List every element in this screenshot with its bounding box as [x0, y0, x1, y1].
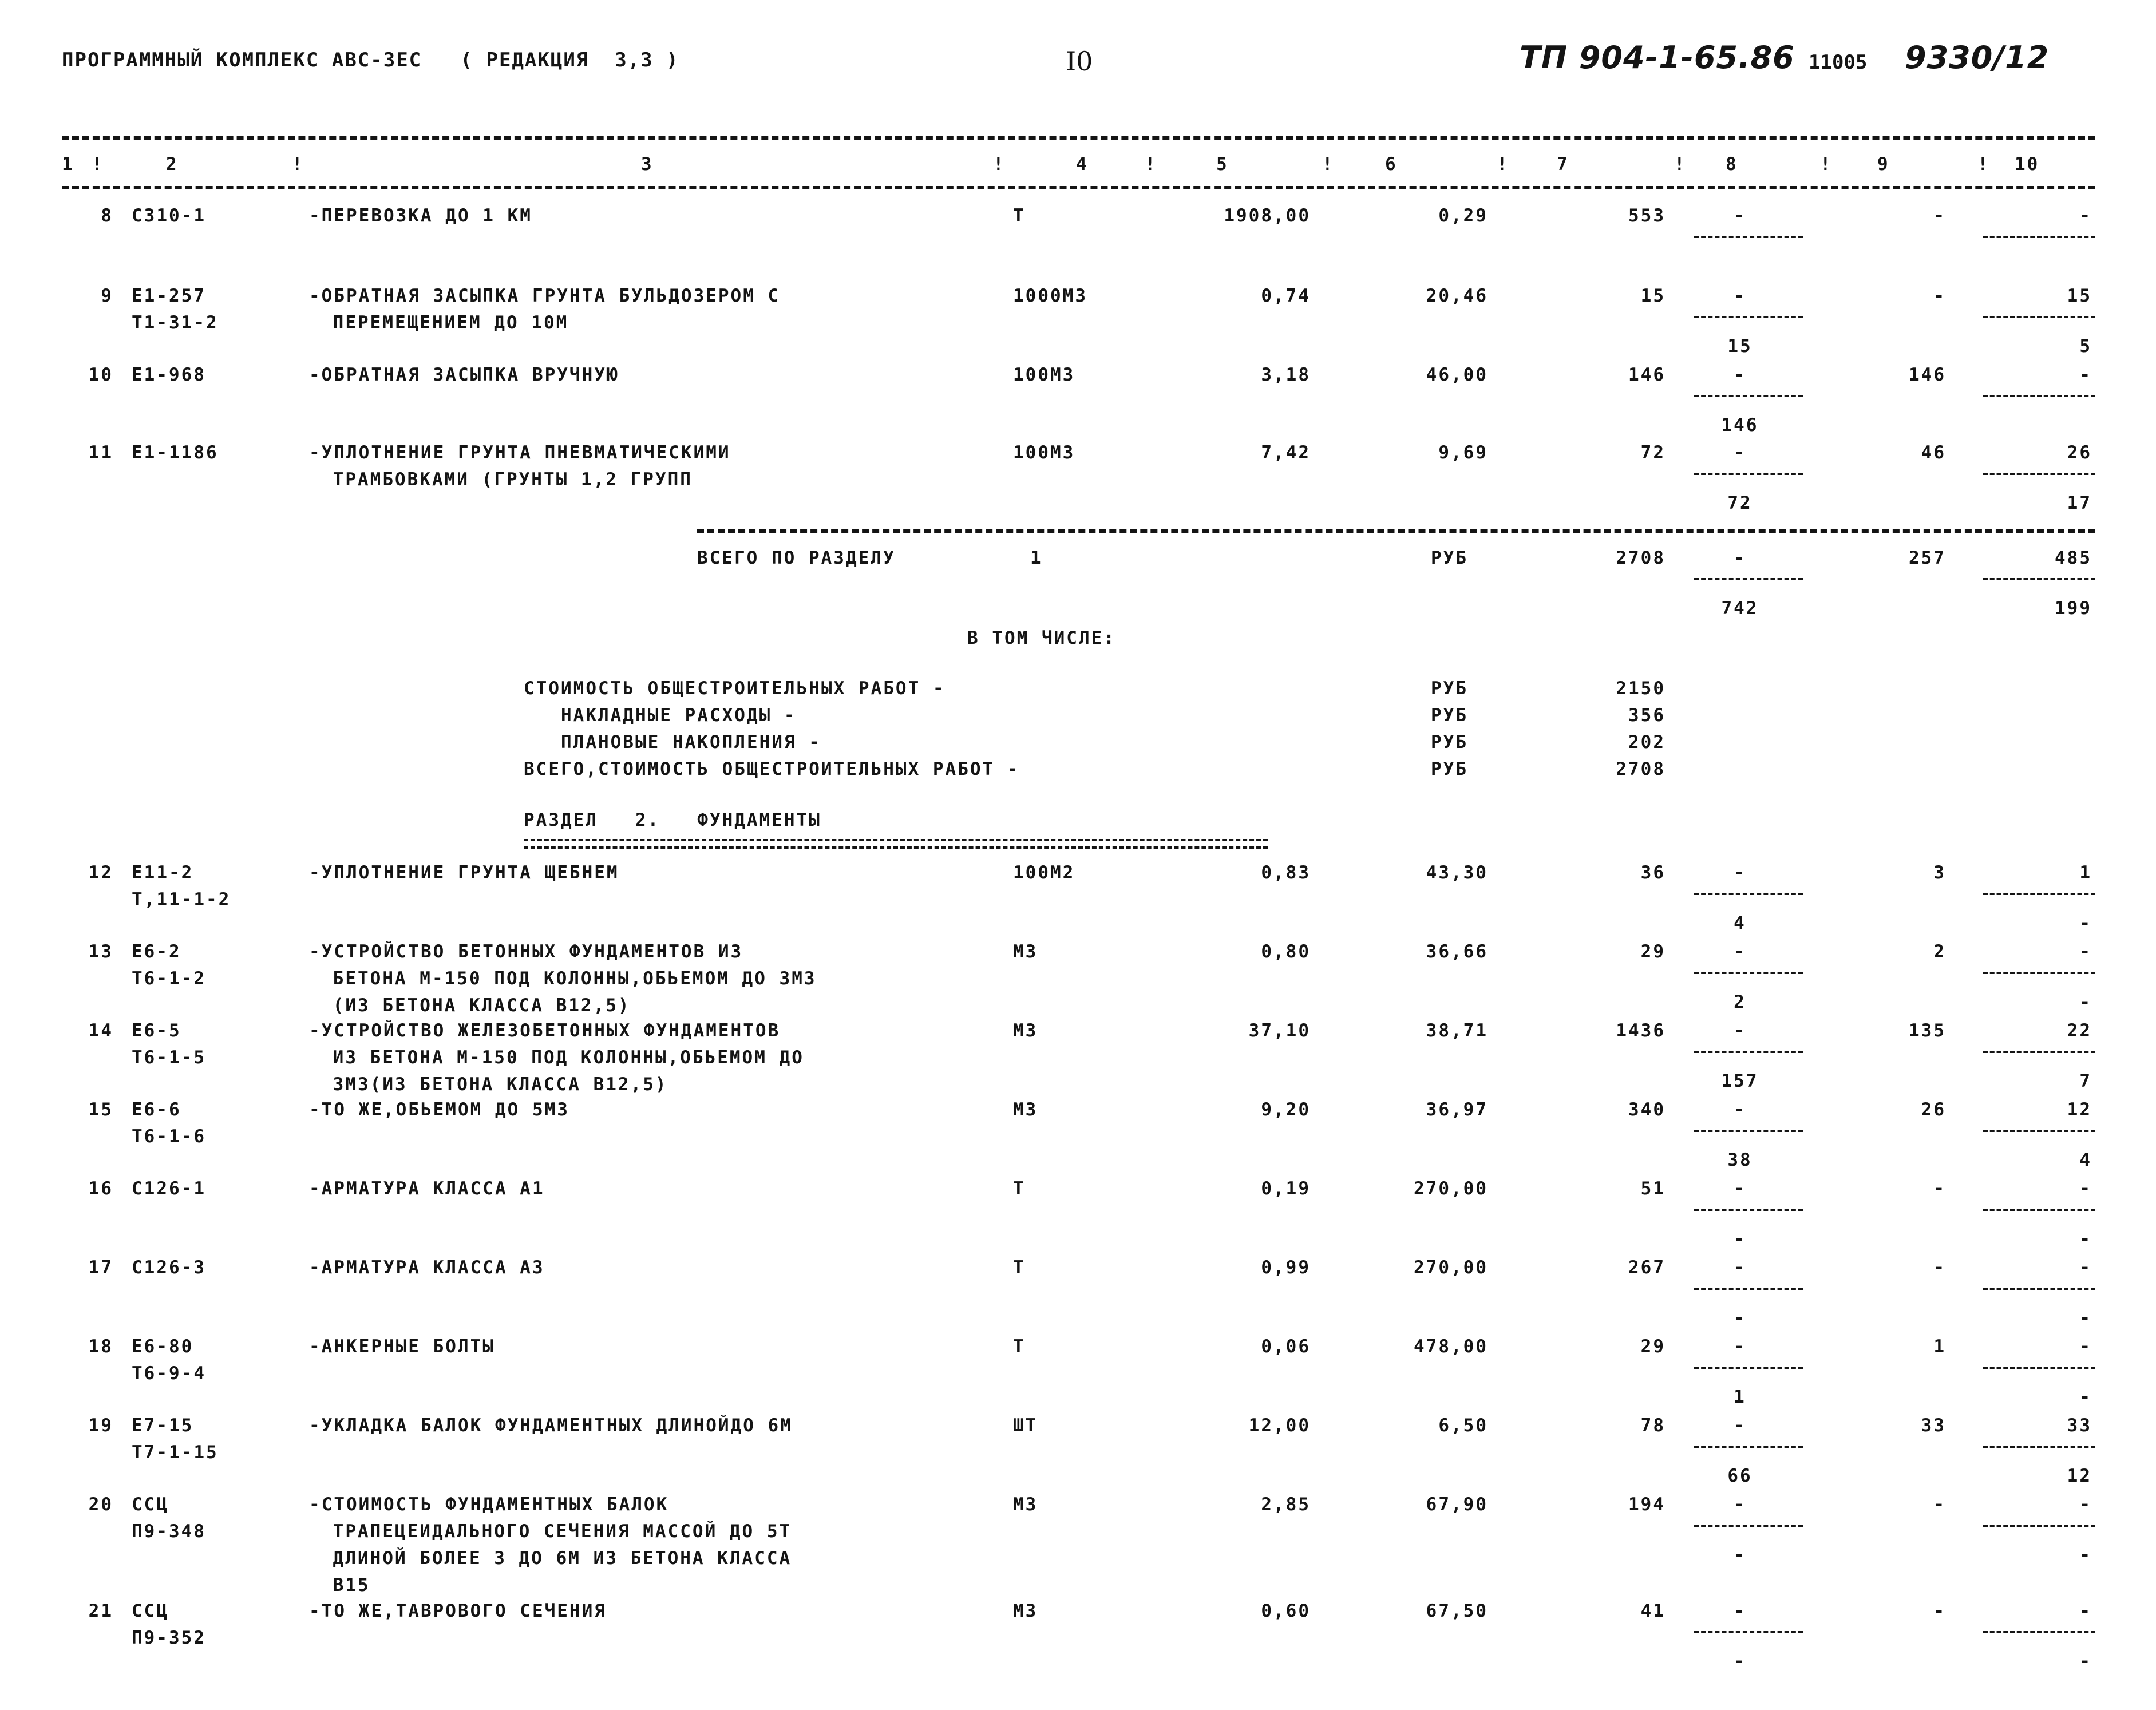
row-number: 17: [88, 1257, 113, 1278]
row-description: -ПЕРЕВОЗКА ДО 1 КМ: [309, 205, 532, 226]
row-unit: 100М3: [1013, 365, 1075, 385]
row-code: Т6-1-5: [132, 1047, 206, 1068]
row-unit: М3: [1013, 941, 1038, 962]
row-unit-price: 46,00: [1426, 365, 1488, 385]
row-col10-lower: -: [2079, 1651, 2092, 1672]
row-number: 20: [88, 1494, 113, 1515]
row-col9: 46: [1921, 442, 1946, 463]
header-rule-bottom: [62, 186, 2095, 189]
row-code: П9-352: [132, 1628, 206, 1648]
row-code: Е6-5: [132, 1020, 181, 1041]
page-number: I0: [1066, 46, 1093, 77]
column-header-10: 10: [2015, 154, 2040, 175]
row-col8: -: [1734, 1257, 1746, 1278]
row-col8-rule: [1694, 1367, 1803, 1369]
including-item-value: 202: [1628, 732, 1666, 753]
row-col10-lower: -: [2079, 992, 2092, 1012]
row-col8-rule: [1694, 1051, 1803, 1053]
row-col8-rule: [1694, 473, 1803, 475]
row-description: ДЛИНОЙ БОЛЕЕ 3 ДО 6М ИЗ БЕТОНА КЛАССА: [321, 1548, 792, 1569]
row-quantity: 3,18: [1261, 365, 1311, 385]
section-total-col10: 485: [2055, 548, 2092, 568]
row-description: ИЗ БЕТОНА М-150 ПОД КОЛОННЫ,ОБЬЕМОМ ДО: [321, 1047, 804, 1068]
section-2-underline: [524, 839, 1268, 849]
row-total: 29: [1640, 1336, 1666, 1357]
row-col10: -: [2079, 205, 2092, 226]
row-col8-rule: [1694, 1525, 1803, 1527]
row-description: 3М3(ИЗ БЕТОНА КЛАССА В12,5): [321, 1074, 668, 1095]
row-number: 12: [88, 862, 113, 883]
row-total: 36: [1640, 862, 1666, 883]
row-description: -УПЛОТНЕНИЕ ГРУНТА ЩЕБНЕМ: [309, 862, 619, 883]
row-total: 1436: [1616, 1020, 1666, 1041]
row-code: С126-3: [132, 1257, 206, 1278]
row-unit: М3: [1013, 1494, 1038, 1515]
row-code: Т1-31-2: [132, 312, 219, 333]
row-col10-rule: [1983, 1631, 2095, 1633]
column-separator: !: [1820, 154, 1833, 175]
row-col10-rule: [1983, 1209, 2095, 1211]
header-rule-top: [62, 136, 2095, 140]
row-col8: -: [1734, 1099, 1746, 1120]
row-code: Т6-9-4: [132, 1363, 206, 1384]
row-code: Т,11-1-2: [132, 889, 231, 910]
row-col8-rule: [1694, 972, 1803, 974]
row-col10: 15: [2067, 286, 2092, 306]
row-col10: -: [2079, 1257, 2092, 1278]
row-col10-lower: 17: [2067, 493, 2092, 513]
row-col10-lower: 12: [2067, 1466, 2092, 1486]
row-unit: М3: [1013, 1099, 1038, 1120]
section-total-unit: РУБ: [1431, 548, 1468, 568]
including-item-unit: РУБ: [1431, 759, 1468, 779]
row-code: Е1-257: [132, 286, 206, 306]
section-total-col10-lower: 199: [2055, 598, 2092, 619]
section-total-number: 1: [1030, 548, 1043, 568]
row-code: С310-1: [132, 205, 206, 226]
row-col8-rule: [1694, 1288, 1803, 1290]
row-col10-rule: [1983, 236, 2095, 238]
row-quantity: 0,19: [1261, 1178, 1311, 1199]
row-col8-lower: 72: [1727, 493, 1753, 513]
row-unit: 100М3: [1013, 442, 1075, 463]
row-code: Т6-1-2: [132, 968, 206, 989]
row-col9: -: [1933, 1257, 1946, 1278]
row-description: В15: [321, 1575, 370, 1596]
row-total: 146: [1628, 365, 1666, 385]
section-total-label: ВСЕГО ПО РАЗДЕЛУ: [697, 548, 896, 568]
row-col8-lower: 4: [1734, 913, 1746, 933]
row-col8-rule: [1694, 236, 1803, 238]
column-separator: !: [92, 154, 104, 175]
row-code: ССЦ: [132, 1494, 169, 1515]
row-col10: 22: [2067, 1020, 2092, 1041]
row-col10-lower: 4: [2079, 1150, 2092, 1170]
row-col8-lower: -: [1734, 1651, 1746, 1672]
row-total: 72: [1640, 442, 1666, 463]
row-description: -ТО ЖЕ,ОБЬЕМОМ ДО 5М3: [309, 1099, 569, 1120]
row-col8-lower: 66: [1727, 1466, 1753, 1486]
column-separator: !: [1674, 154, 1687, 175]
row-number: 21: [88, 1601, 113, 1621]
row-col10-rule: [1983, 1051, 2095, 1053]
row-col10-rule: [1983, 1525, 2095, 1527]
row-quantity: 37,10: [1248, 1020, 1311, 1041]
row-quantity: 12,00: [1248, 1415, 1311, 1436]
row-col10: -: [2079, 365, 2092, 385]
row-total: 553: [1628, 205, 1666, 226]
including-item-unit: РУБ: [1431, 705, 1468, 726]
row-unit-price: 67,90: [1426, 1494, 1488, 1515]
row-col10: -: [2079, 941, 2092, 962]
row-col9: 2: [1933, 941, 1946, 962]
row-col8: -: [1734, 205, 1746, 226]
row-col8: -: [1734, 1494, 1746, 1515]
row-unit: Т: [1013, 205, 1026, 226]
row-number: 14: [88, 1020, 113, 1041]
row-col9: 26: [1921, 1099, 1946, 1120]
column-header-6: 6: [1385, 154, 1398, 175]
row-unit-price: 36,66: [1426, 941, 1488, 962]
row-col8: -: [1734, 1601, 1746, 1621]
row-description: -УПЛОТНЕНИЕ ГРУНТА ПНЕВМАТИЧЕСКИМИ: [309, 442, 731, 463]
row-description: -АРМАТУРА КЛАССА А3: [309, 1257, 545, 1278]
including-item-label: ВСЕГО,СТОИМОСТЬ ОБЩЕСТРОИТЕЛЬНЫХ РАБОТ -: [524, 759, 1020, 779]
row-col8-rule: [1694, 893, 1803, 895]
column-header-9: 9: [1877, 154, 1890, 175]
row-description: -УСТРОЙСТВО ЖЕЛЕЗОБЕТОННЫХ ФУНДАМЕНТОВ: [309, 1020, 781, 1041]
row-quantity: 7,42: [1261, 442, 1311, 463]
row-col8-rule: [1694, 1209, 1803, 1211]
row-total: 29: [1640, 941, 1666, 962]
row-col8-lower: 157: [1721, 1071, 1759, 1091]
row-unit: М3: [1013, 1601, 1038, 1621]
row-unit: 100М2: [1013, 862, 1075, 883]
row-unit: Т: [1013, 1336, 1026, 1357]
row-col10-rule: [1983, 1446, 2095, 1448]
row-col8-lower: 15: [1727, 336, 1753, 357]
row-quantity: 0,80: [1261, 941, 1311, 962]
row-col8-lower: 38: [1727, 1150, 1753, 1170]
row-total: 340: [1628, 1099, 1666, 1120]
section-total-rule: [697, 529, 2095, 533]
row-description: ТРАМБОВКАМИ (ГРУНТЫ 1,2 ГРУПП: [321, 469, 693, 490]
row-col10: 1: [2079, 862, 2092, 883]
section-total-value: 2708: [1616, 548, 1666, 568]
row-number: 9: [101, 286, 113, 306]
row-code: Е6-6: [132, 1099, 181, 1120]
row-col10: -: [2079, 1494, 2092, 1515]
column-header-7: 7: [1557, 154, 1569, 175]
column-header-3: 3: [641, 154, 654, 175]
row-col8: -: [1734, 941, 1746, 962]
row-number: 18: [88, 1336, 113, 1357]
row-unit-price: 67,50: [1426, 1601, 1488, 1621]
column-header-4: 4: [1076, 154, 1089, 175]
row-col8-rule: [1694, 1446, 1803, 1448]
row-total: 267: [1628, 1257, 1666, 1278]
row-col8: -: [1734, 1020, 1746, 1041]
row-code: Е6-2: [132, 941, 181, 962]
row-description: БЕТОНА М-150 ПОД КОЛОННЫ,ОБЬЕМОМ ДО 3М3: [321, 968, 817, 989]
row-col10-rule: [1983, 893, 2095, 895]
row-unit-price: 270,00: [1414, 1257, 1488, 1278]
row-unit: М3: [1013, 1020, 1038, 1041]
row-number: 10: [88, 365, 113, 385]
row-total: 41: [1640, 1601, 1666, 1621]
column-separator: !: [993, 154, 1006, 175]
row-unit-price: 0,29: [1438, 205, 1488, 226]
row-description: -АНКЕРНЫЕ БОЛТЫ: [309, 1336, 495, 1357]
row-col8-lower: -: [1734, 1308, 1746, 1328]
row-description: (ИЗ БЕТОНА КЛАССА В12,5): [321, 995, 631, 1016]
row-quantity: 0,06: [1261, 1336, 1311, 1357]
row-code: П9-348: [132, 1521, 206, 1542]
row-description: -УСТРОЙСТВО БЕТОННЫХ ФУНДАМЕНТОВ ИЗ: [309, 941, 743, 962]
row-col10-lower: -: [2079, 1229, 2092, 1249]
row-col10-lower: 5: [2079, 336, 2092, 357]
row-quantity: 0,99: [1261, 1257, 1311, 1278]
row-quantity: 1908,00: [1224, 205, 1311, 226]
row-quantity: 0,74: [1261, 286, 1311, 306]
row-col10: 12: [2067, 1099, 2092, 1120]
row-code: Т6-1-6: [132, 1126, 206, 1147]
row-unit: Т: [1013, 1178, 1026, 1199]
row-col10-lower: -: [2079, 1387, 2092, 1407]
row-number: 15: [88, 1099, 113, 1120]
column-separator: !: [292, 154, 304, 175]
row-unit: Т: [1013, 1257, 1026, 1278]
row-total: 194: [1628, 1494, 1666, 1515]
row-quantity: 0,83: [1261, 862, 1311, 883]
row-col10-lower: 7: [2079, 1071, 2092, 1091]
row-description: -ОБРАТНАЯ ЗАСЫПКА ГРУНТА БУЛЬДОЗЕРОМ С: [309, 286, 781, 306]
row-col10-rule: [1983, 1288, 2095, 1290]
row-code: Е7-15: [132, 1415, 194, 1436]
including-item-value: 356: [1628, 705, 1666, 726]
doc-code: ТП 904-1-65.86: [1520, 39, 1795, 76]
row-col8-rule: [1694, 1130, 1803, 1132]
including-item-unit: РУБ: [1431, 678, 1468, 699]
row-col10: -: [2079, 1601, 2092, 1621]
including-item-value: 2150: [1616, 678, 1666, 699]
section-total-col8: -: [1734, 548, 1746, 568]
section-total-col9: 257: [1909, 548, 1946, 568]
row-col9: 135: [1909, 1020, 1946, 1041]
row-col8-lower: 1: [1734, 1387, 1746, 1407]
section-total-col8-rule: [1694, 578, 1803, 580]
row-quantity: 9,20: [1261, 1099, 1311, 1120]
row-col8-lower: 2: [1734, 992, 1746, 1012]
row-unit-price: 270,00: [1414, 1178, 1488, 1199]
row-col10-rule: [1983, 395, 2095, 397]
row-col9: -: [1933, 1178, 1946, 1199]
column-separator: !: [1145, 154, 1157, 175]
row-col9: 33: [1921, 1415, 1946, 1436]
row-col8-rule: [1694, 316, 1803, 318]
row-col8: -: [1734, 1415, 1746, 1436]
row-code: Е1-968: [132, 365, 206, 385]
row-col10: -: [2079, 1336, 2092, 1357]
section-2-title: РАЗДЕЛ 2. ФУНДАМЕНТЫ: [524, 810, 821, 830]
row-col8: -: [1734, 862, 1746, 883]
column-separator: !: [1497, 154, 1509, 175]
row-col8: -: [1734, 442, 1746, 463]
row-col8: -: [1734, 1178, 1746, 1199]
row-description: -ОБРАТНАЯ ЗАСЫПКА ВРУЧНУЮ: [309, 365, 619, 385]
including-item-label: ПЛАНОВЫЕ НАКОПЛЕНИЯ -: [524, 732, 821, 753]
row-number: 11: [88, 442, 113, 463]
row-col9: -: [1933, 1494, 1946, 1515]
row-col8: -: [1734, 365, 1746, 385]
row-description: -УКЛАДКА БАЛОК ФУНДАМЕНТНЫХ ДЛИНОЙДО 6М: [309, 1415, 793, 1436]
row-col8: -: [1734, 286, 1746, 306]
row-description: -АРМАТУРА КЛАССА А1: [309, 1178, 545, 1199]
row-code: С126-1: [132, 1178, 206, 1199]
row-total: 78: [1640, 1415, 1666, 1436]
row-unit-price: 6,50: [1438, 1415, 1488, 1436]
row-description: -СТОИМОСТЬ ФУНДАМЕНТНЫХ БАЛОК: [309, 1494, 669, 1515]
row-col10: -: [2079, 1178, 2092, 1199]
row-col8-lower: -: [1734, 1545, 1746, 1565]
row-col10-rule: [1983, 316, 2095, 318]
row-col8: -: [1734, 1336, 1746, 1357]
section-total-col10-rule: [1983, 578, 2095, 580]
including-title: В ТОМ ЧИСЛЕ:: [967, 628, 1116, 648]
program-title: ПРОГРАММНЫЙ КОМПЛЕКС АВС-ЗЕС ( РЕДАКЦИЯ 3,3 ): [62, 49, 679, 72]
row-col10: 26: [2067, 442, 2092, 463]
row-col9: 3: [1933, 862, 1946, 883]
row-total: 15: [1640, 286, 1666, 306]
row-description: -ТО ЖЕ,ТАВРОВОГО СЕЧЕНИЯ: [309, 1601, 607, 1621]
row-number: 19: [88, 1415, 113, 1436]
column-header-5: 5: [1216, 154, 1229, 175]
row-number: 13: [88, 941, 113, 962]
row-col10-rule: [1983, 1367, 2095, 1369]
row-unit: 1000М3: [1013, 286, 1087, 306]
row-col10-lower: -: [2079, 913, 2092, 933]
row-unit-price: 36,97: [1426, 1099, 1488, 1120]
row-col9: -: [1933, 286, 1946, 306]
row-col10-lower: -: [2079, 1308, 2092, 1328]
including-item-value: 2708: [1616, 759, 1666, 779]
row-unit: ШТ: [1013, 1415, 1038, 1436]
column-separator: !: [1977, 154, 1990, 175]
row-unit-price: 38,71: [1426, 1020, 1488, 1041]
row-col9: 1: [1933, 1336, 1946, 1357]
row-unit-price: 43,30: [1426, 862, 1488, 883]
row-number: 16: [88, 1178, 113, 1199]
row-description: ПЕРЕМЕЩЕНИЕМ ДО 10М: [321, 312, 569, 333]
column-header-2: 2: [166, 154, 179, 175]
row-col8-lower: -: [1734, 1229, 1746, 1249]
row-quantity: 0,60: [1261, 1601, 1311, 1621]
row-quantity: 2,85: [1261, 1494, 1311, 1515]
row-unit-price: 9,69: [1438, 442, 1488, 463]
row-code: Т7-1-15: [132, 1442, 219, 1463]
row-col9: -: [1933, 1601, 1946, 1621]
row-total: 51: [1640, 1178, 1666, 1199]
row-code: ССЦ: [132, 1601, 169, 1621]
row-code: Е6-80: [132, 1336, 194, 1357]
row-col9: -: [1933, 205, 1946, 226]
row-col8-lower: 146: [1721, 415, 1759, 436]
row-col10-rule: [1983, 473, 2095, 475]
row-col10: 33: [2067, 1415, 2092, 1436]
row-col8-rule: [1694, 395, 1803, 397]
row-col8-rule: [1694, 1631, 1803, 1633]
row-col10-lower: -: [2079, 1545, 2092, 1565]
row-code: Е11-2: [132, 862, 194, 883]
section-total-col8-lower: 742: [1721, 598, 1759, 619]
column-header-8: 8: [1726, 154, 1738, 175]
row-number: 8: [101, 205, 113, 226]
row-unit-price: 478,00: [1414, 1336, 1488, 1357]
including-item-label: СТОИМОСТЬ ОБЩЕСТРОИТЕЛЬНЫХ РАБОТ -: [524, 678, 946, 699]
doc-number: 11005: [1809, 51, 1868, 74]
row-col10-rule: [1983, 1130, 2095, 1132]
row-code: Е1-1186: [132, 442, 219, 463]
including-item-label: НАКЛАДНЫЕ РАСХОДЫ -: [524, 705, 797, 726]
row-col10-rule: [1983, 972, 2095, 974]
row-description: ТРАПЕЦЕИДАЛЬНОГО СЕЧЕНИЯ МАССОЙ ДО 5Т: [321, 1521, 792, 1542]
sheet-number: 9330/12: [1905, 39, 2050, 76]
column-separator: !: [1322, 154, 1335, 175]
column-header-1: 1: [62, 154, 74, 175]
row-col9: 146: [1909, 365, 1946, 385]
row-unit-price: 20,46: [1426, 286, 1488, 306]
including-item-unit: РУБ: [1431, 732, 1468, 753]
